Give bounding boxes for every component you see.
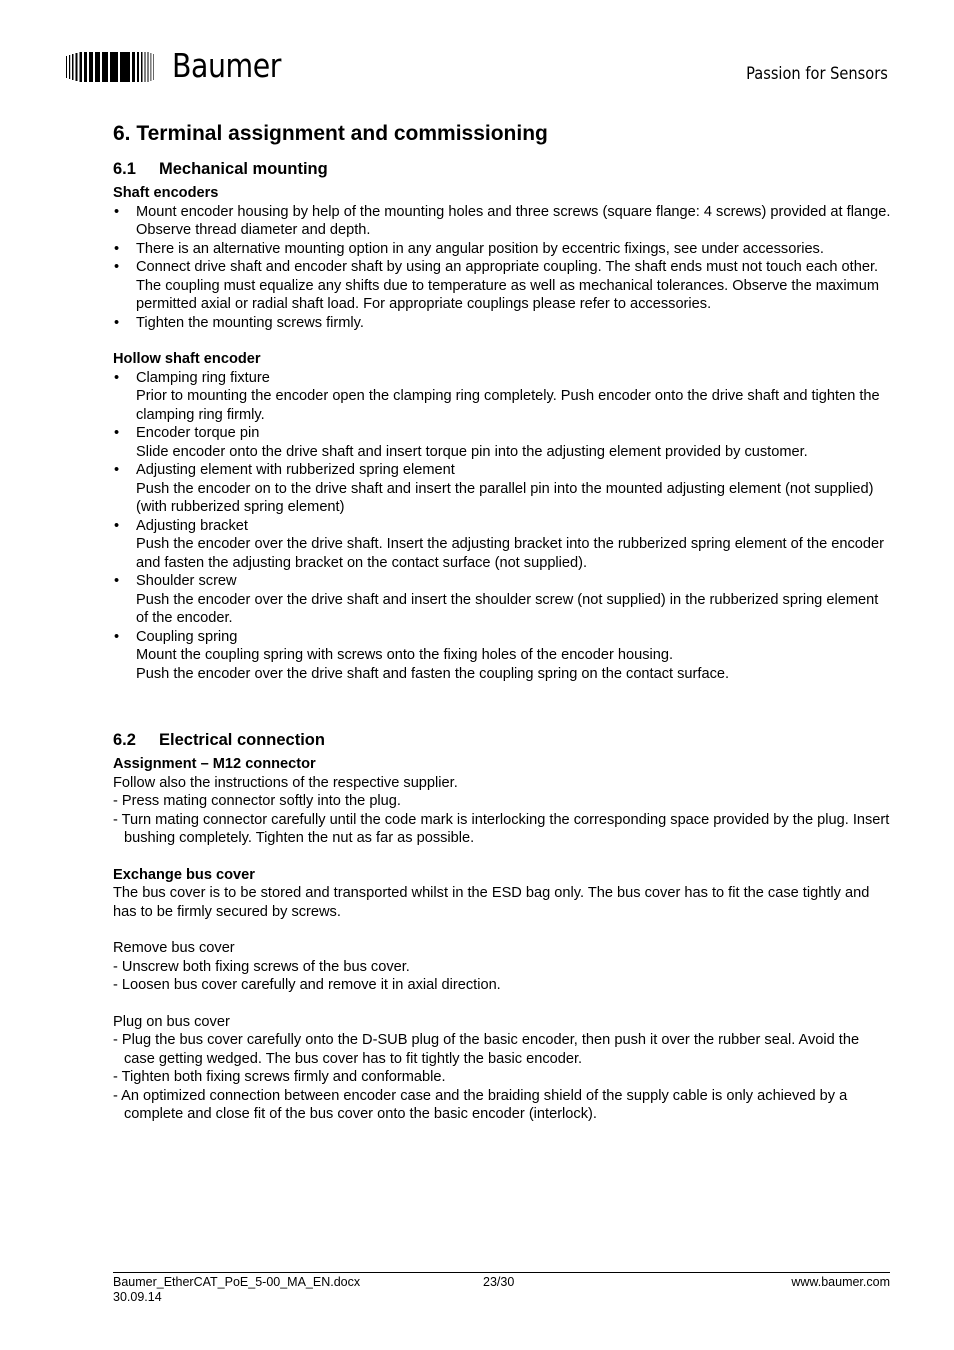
footer-left — [113, 1275, 360, 1305]
item-text: Push the encoder over the drive shaft. Insert the adjusting bracket into the rubberized spring element of the encoder and fasten the adjusting bracket on the contact surface (not supplied). — [136, 536, 884, 571]
dash-item: - Unscrew both fixing screws of the bus cover. — [113, 958, 410, 975]
subheading: Hollow shaft encoder — [113, 351, 261, 367]
section-title: Electrical connection — [159, 731, 325, 749]
footer-page-number: 23/30 — [483, 1275, 515, 1289]
list-item — [113, 424, 893, 461]
tagline: Passion for Sensors — [746, 64, 888, 84]
item-text: Prior to mounting the encoder open the clamping ring completely. Push encoder onto the drive shaft and tighten the clamping ring firmly. — [136, 388, 880, 423]
paragraph: Plug on bus cover — [113, 1013, 230, 1030]
item-label: • Clamping ring fixture — [136, 369, 270, 386]
section-number: 6.2 — [113, 731, 136, 749]
item-text: Push the encoder on to the drive shaft and insert the parallel pin into the mounted adjusting element (not supplied) (with rubberized spring element) — [136, 480, 874, 515]
bullet-list — [113, 369, 893, 684]
dash-item: - Loosen bus cover carefully and remove it in axial direction. — [113, 977, 501, 993]
list-item — [113, 628, 893, 684]
bullet-list — [113, 203, 893, 333]
dash-item: - Plug the bus cover carefully onto the D-SUB plug of the basic encoder, then push it over the rubber seal. Avoid the case getting wedged. The bus cover has to fit tightly the basic encoder. — [113, 1032, 860, 1067]
section-heading — [113, 729, 893, 751]
subheading: Exchange bus cover — [113, 866, 255, 883]
list-item: • Mount encoder housing by help of the mounting holes and three screws (square flange: 4 screws) provided at flange. Observe thread diameter and depth. — [113, 203, 893, 240]
list-item — [113, 517, 893, 573]
subheading: Shaft encoders — [113, 185, 219, 201]
section-heading — [113, 158, 893, 180]
dash-item: - Tighten both fixing screws firmly and conformable. — [113, 1069, 446, 1085]
logo-text: Baumer — [172, 46, 282, 85]
item-text: Push the encoder over the drive shaft and fasten the coupling spring on the contact surface. — [136, 665, 730, 682]
item-label: • Adjusting element with rubberized spring element — [136, 462, 455, 478]
paragraph: Follow also the instructions of the respective supplier. — [113, 774, 458, 791]
dash-item: - Press mating connector softly into the plug. — [113, 793, 401, 809]
list-item: • There is an alternative mounting option in any angular position by eccentric fixings, see under accessories. — [113, 240, 893, 259]
dash-item: - An optimized connection between encoder case and the braiding shield of the supply cable is only achieved by a complete and close fit of the bus cover onto the basic encoder (interlock). — [113, 1087, 848, 1122]
section-number: 6.1 — [113, 160, 136, 178]
list-item — [113, 369, 893, 425]
item-text: Mount the coupling spring with screws onto the fixing holes of the encoder housing. — [136, 647, 674, 663]
footer-filename: Baumer_EtherCAT_PoE_5-00_MA_EN.docx — [113, 1275, 361, 1289]
subheading: Assignment – M12 connector — [113, 756, 316, 772]
item-text: Push the encoder over the drive shaft and insert the shoulder screw (not supplied) in the rubberized spring element of the encoder. — [136, 591, 879, 626]
item-text: Slide encoder onto the drive shaft and insert torque pin into the adjusting element provided by customer. — [136, 443, 808, 460]
page-content — [113, 120, 893, 1124]
item-label: • Shoulder screw — [136, 573, 237, 589]
footer-website: www.baumer.com — [791, 1275, 890, 1289]
list-item — [113, 461, 893, 517]
item-label: • Coupling spring — [136, 628, 238, 645]
footer-date: 30.09.14 — [113, 1290, 162, 1304]
item-label: • Adjusting bracket — [136, 517, 248, 534]
paragraph: Remove bus cover — [113, 940, 235, 956]
page-footer — [113, 1272, 890, 1304]
list-item: • Tighten the mounting screws firmly. — [113, 314, 893, 333]
paragraph: The bus cover is to be stored and transported whilst in the ESD bag only. The bus cover has to fit the case tightly and has to be firmly secured by screws. — [113, 885, 870, 920]
item-label: • Encoder torque pin — [136, 425, 260, 441]
page-title: 6. Terminal assignment and commissioning — [113, 122, 548, 145]
dash-item: - Turn mating connector carefully until the code mark is interlocking the corresponding space provided by the plug. Insert bushing completely. Tighten the nut as far as possible. — [113, 811, 890, 846]
logo-bars-icon — [66, 52, 158, 82]
baumer-logo — [66, 46, 296, 86]
list-item — [113, 572, 893, 628]
list-item: • Connect drive shaft and encoder shaft by using an appropriate coupling. The shaft ends must not touch each other. The coupling must equalize any shifts due to temperature as well as mechanical tolerances. Observe the maximum permitted axial or radial shaft load. For appropriate couplings please refer to accessories. — [113, 258, 893, 314]
section-title: Mechanical mounting — [159, 160, 328, 178]
